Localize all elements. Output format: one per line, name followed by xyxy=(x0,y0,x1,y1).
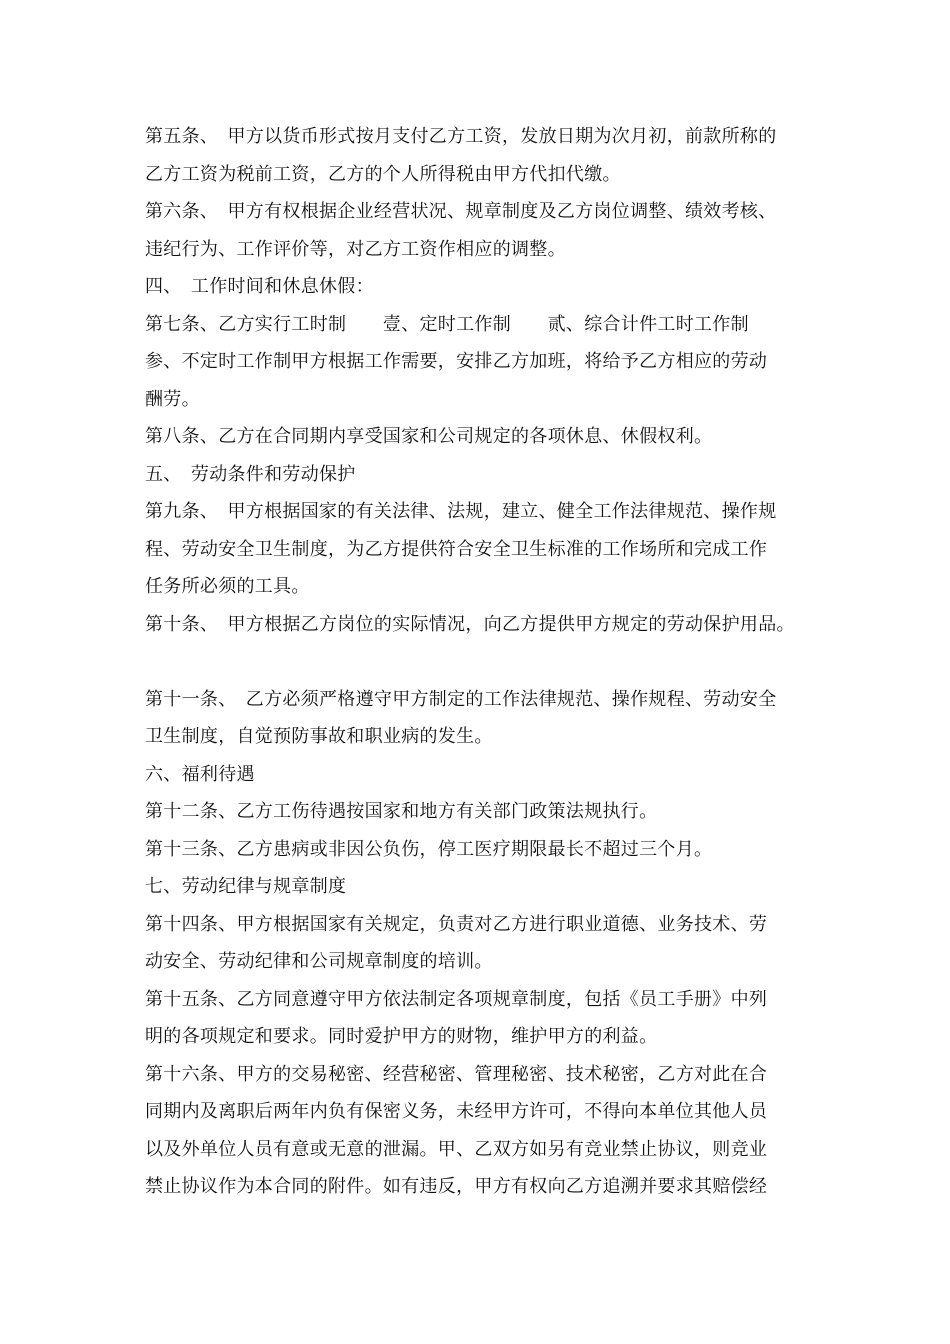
text-line: 第十三条、乙方患病或非因公负伤，停工医疗期限最长不超过三个月。 xyxy=(145,839,713,860)
section-heading: 五、 劳动条件和劳动保护 xyxy=(145,464,356,485)
text-line: 明的各项规定和要求。同时爱护甲方的财物，维护甲方的利益。 xyxy=(145,1026,658,1047)
text-line: 第十五条、乙方同意遵守甲方依法制定各项规章制度，包括《员工手册》中列 xyxy=(145,989,768,1010)
text-line: 第十条、 甲方根据乙方岗位的实际情况，向乙方提供甲方规定的劳动保护用品。 xyxy=(145,614,795,635)
section-heading: 七、劳动纪律与规章制度 xyxy=(145,876,347,897)
text-line: 违纪行为、工作评价等，对乙方工资作相应的调整。 xyxy=(145,239,566,260)
text-line: 第十一条、 乙方必须严格遵守甲方制定的工作法律规范、操作规程、劳动安全 xyxy=(145,689,777,710)
text-line: 第十四条、甲方根据国家有关规定，负责对乙方进行职业道德、业务技术、劳 xyxy=(145,914,768,935)
text-line: 第五条、 甲方以货币形式按月支付乙方工资，发放日期为次月初，前款所称的 xyxy=(145,126,777,147)
text-line: 第十二条、乙方工伤待遇按国家和地方有关部门政策法规执行。 xyxy=(145,801,658,822)
text-line: 第六条、 甲方有权根据企业经营状况、规章制度及乙方岗位调整、绩效考核、 xyxy=(145,201,777,222)
section-heading: 六、福利待遇 xyxy=(145,764,255,785)
text-line: 第九条、 甲方根据国家的有关法律、法规，建立、健全工作法律规范、操作规 xyxy=(145,501,777,522)
text-line: 乙方工资为税前工资，乙方的个人所得税由甲方代扣代缴。 xyxy=(145,164,621,185)
text-line: 动安全、劳动纪律和公司规章制度的培训。 xyxy=(145,951,493,972)
text-line: 第七条、乙方实行工时制 壹、定时工作制 贰、综合计件工时工作制 xyxy=(145,314,749,335)
text-line: 任务所必须的工具。 xyxy=(145,576,310,597)
text-line: 同期内及离职后两年内负有保密义务，未经甲方许可，不得向本单位其他人员 xyxy=(145,1101,768,1122)
text-line: 以及外单位人员有意或无意的泄漏。甲、乙双方如另有竞业禁止协议，则竞业 xyxy=(145,1139,768,1160)
text-line: 第八条、乙方在合同期内享受国家和公司规定的各项休息、休假权利。 xyxy=(145,426,713,447)
text-line: 程、劳动安全卫生制度，为乙方提供符合安全卫生标准的工作场所和完成工作 xyxy=(145,539,768,560)
text-line: 酬劳。 xyxy=(145,389,200,410)
text-line: 参、不定时工作制甲方根据工作需要，安排乙方加班，将给予乙方相应的劳动 xyxy=(145,351,768,372)
text-line: 卫生制度，自觉预防事故和职业病的发生。 xyxy=(145,726,493,747)
text-line: 禁止协议作为本合同的附件。如有违反，甲方有权向乙方追溯并要求其赔偿经 xyxy=(145,1176,768,1197)
section-heading: 四、 工作时间和休息休假： xyxy=(145,276,374,297)
text-line: 第十六条、甲方的交易秘密、经营秘密、管理秘密、技术秘密，乙方对此在合 xyxy=(145,1064,768,1085)
